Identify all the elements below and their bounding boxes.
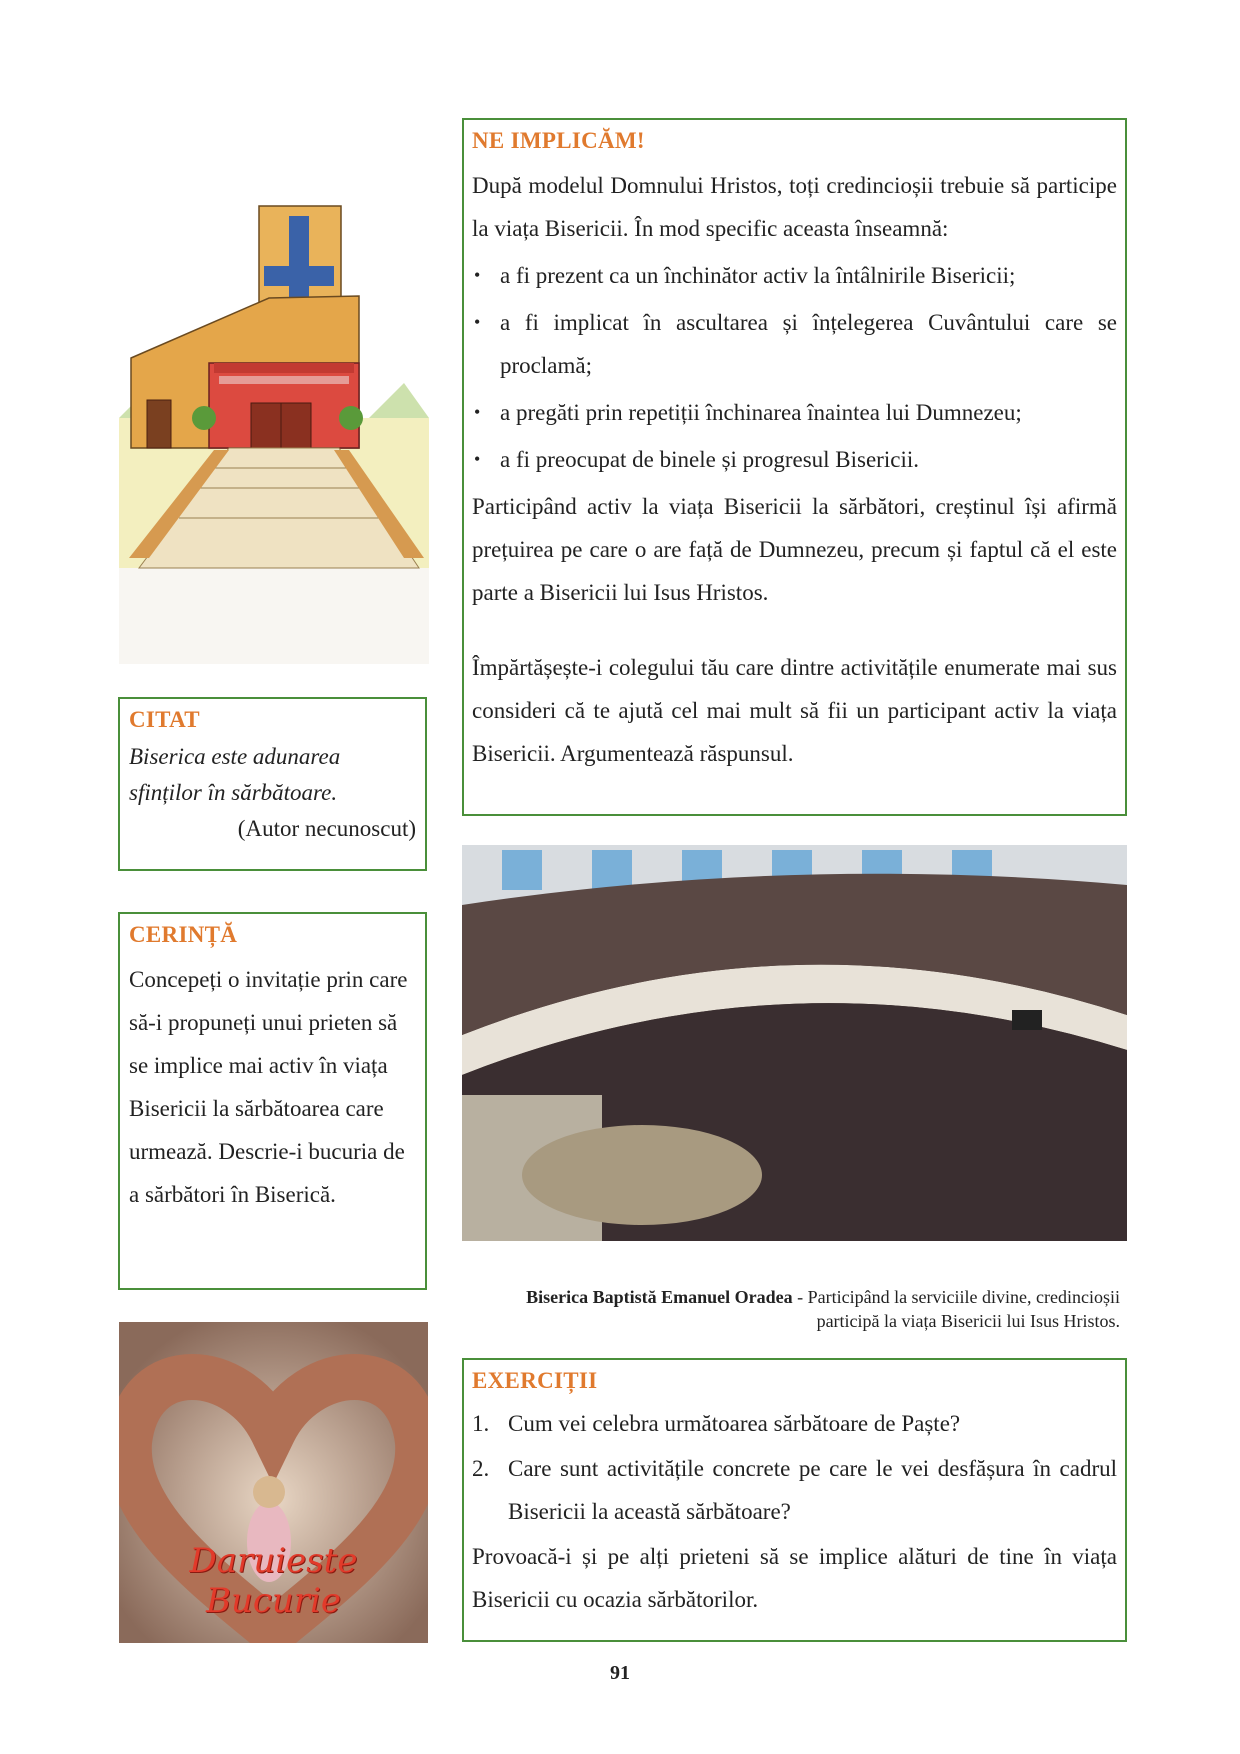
exercise-text: Cum vei celebra următoarea sărbătoare de Paște? bbox=[508, 1411, 961, 1436]
exercise-item bbox=[472, 1447, 1117, 1533]
citat-quote-line2: sfinților în sărbătoare. bbox=[129, 780, 338, 805]
cerinta-text: Concepeți o invitație prin care să-i propuneți unui prieten să se implice mai activ în viața Bisericii la sărbătoarea care urmează. Descrie-i bucuria de a sărbători în Biserică. bbox=[129, 967, 408, 1207]
church-drawing-image bbox=[119, 118, 429, 664]
exercise-item bbox=[472, 1402, 1117, 1445]
ne-implicam-task: Împărtășește-i colegului tău care dintre activitățile enumerate mai sus consideri că te ajută cel mai mult să fii un participant activ la viața Bisericii. Argumentează răspunsul. bbox=[472, 655, 1117, 766]
heart-image-caption: Daruieste Bucurie bbox=[189, 1541, 358, 1621]
photo-caption bbox=[462, 1285, 1120, 1333]
cerinta-box bbox=[118, 912, 427, 1290]
ne-implicam-paragraph: Participând activ la viața Bisericii la sărbători, creștinul își afirmă prețuirea pe care o are față de Dumnezeu, precum și faptul că el este parte a Bisericii lui Isus Hristos. bbox=[472, 494, 1117, 605]
congregation-photo bbox=[462, 845, 1127, 1241]
citat-title: CITAT bbox=[129, 707, 200, 732]
ne-implicam-bullet-list bbox=[472, 254, 1117, 481]
exercise-number: 2. bbox=[472, 1456, 490, 1481]
photo-caption-text: - Participând la serviciile divine, credincioșii participă la viața Bisericii lui Isus Hristos. bbox=[792, 1287, 1120, 1331]
exercitii-box bbox=[462, 1358, 1127, 1642]
citat-author: (Autor necunoscut) bbox=[237, 816, 416, 841]
ne-implicam-intro: După modelul Domnului Hristos, toți credincioșii trebuie să participe la viața Bisericii. În mod specific aceasta înseamnă: bbox=[472, 173, 1117, 241]
exercitii-title: EXERCIȚII bbox=[472, 1368, 598, 1393]
citat-box bbox=[118, 697, 427, 871]
ne-implicam-box bbox=[462, 118, 1127, 816]
citat-quote-line1: Biserica este adunarea bbox=[129, 744, 341, 769]
cerinta-title: CERINȚĂ bbox=[129, 922, 238, 947]
exercise-text: Care sunt activitățile concrete pe care le vei desfășura în cadrul Bisericii la această sărbătoare? bbox=[508, 1456, 1117, 1524]
bullet-item: • a fi implicat în ascultarea și înțelegerea Cuvântului care se proclamă; bbox=[472, 301, 1117, 387]
bullet-item: • a pregăti prin repetiții închinarea înaintea lui Dumnezeu; bbox=[472, 391, 1117, 434]
page-number: 91 bbox=[610, 1662, 630, 1684]
heart-hands-image bbox=[119, 1322, 428, 1643]
exercitii-list bbox=[472, 1402, 1117, 1533]
ne-implicam-title: NE IMPLICĂM! bbox=[472, 128, 645, 153]
exercise-number: 1. bbox=[472, 1411, 490, 1436]
photo-caption-title: Biserica Baptistă Emanuel Oradea bbox=[526, 1287, 793, 1307]
exercitii-closing: Provoacă-i și pe alți prieteni să se implice alături de tine în viața Bisericii cu ocazia sărbătorilor. bbox=[472, 1544, 1117, 1612]
bullet-item: • a fi preocupat de binele și progresul Bisericii. bbox=[472, 438, 1117, 481]
bullet-item: • a fi prezent ca un închinător activ la întâlnirile Bisericii; bbox=[472, 254, 1117, 297]
